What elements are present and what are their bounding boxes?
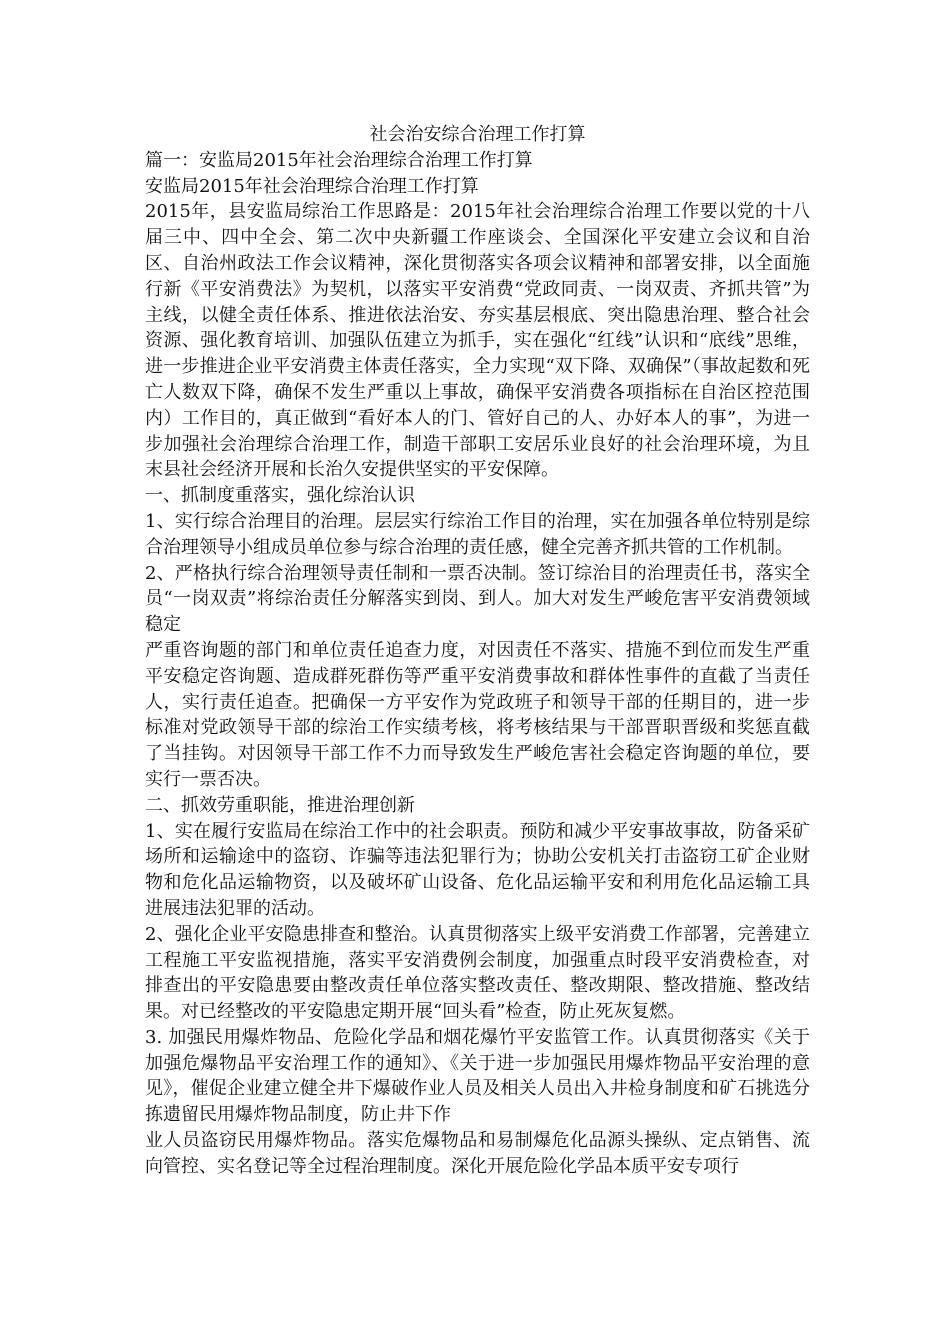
section-1-paragraph-1: 1、实行综合治理目的治理。层层实行综治工作目的治理，实在加强各单位特别是综合治理领导小组成员单位参与综合治理的责任感，健全完善齐抓共管的工作机制。 — [145, 510, 810, 558]
section-1-paragraph-2a: 2、严格执行综合治理领导责任制和一票否决制。签订综治目的治理责任书，落实全员“一岗双责”将综治责任分解落实到岗、到人。加大对发生严峻危害平安消费领域稳定 — [145, 562, 810, 636]
document-page — [145, 122, 810, 1180]
section-2-paragraph-3a: 3. 加强民用爆炸物品、危险化学品和烟花爆竹平安监管工作。认真贯彻落实《关于加强危爆物品平安治理工作的通知》、《关于进一步加强民用爆炸物品平安治理的意见》，催促企业建立健全井下爆破作业人员及相关人员出入井检身制度和矿石挑选分拣遗留民用爆炸物品制度，防止井下作 — [145, 1026, 810, 1126]
section-1-title: 一、抓制度重落实，强化综治认识 — [145, 485, 415, 507]
section-2-paragraph-1: 1、实在履行安监局在综治工作中的社会职责。预防和减少平安事故事故，防备采矿场所和运输途中的盗窃、诈骗等违法犯罪行为；协助公安机关打击盗窃工矿企业财物和危化品运输物资，以及破坏矿山设备、危化品运输平安和利用危化品运输工具进展违法犯罪的活动。 — [145, 820, 810, 919]
heading-part-one: 篇一：安监局2015年社会治理综合治理工作打算 — [145, 149, 533, 171]
document-title: 社会治安综合治理工作打算 — [369, 124, 586, 145]
section-2-paragraph-3b: 业人员盗窃民用爆炸物品。落实危爆物品和易制爆危化品源头操纵、定点销售、流向管控、实名登记等全过程治理制度。深化开展危险化学品本质平安专项行 — [145, 1130, 810, 1177]
section-2-paragraph-2: 2、强化企业平安隐患排查和整治。认真贯彻落实上级平安消费工作部署，完善建立工程施工平安监视措施，落实平安消费例会制度，加强重点时段平安消费检查，对排查出的平安隐患要由整改责任单位落实整改责任、整改期限、整改措施、整改结果。对已经整改的平安隐患定期开展“回头看”检查，防止死灰复燃。 — [145, 923, 810, 1023]
section-1-paragraph-2b: 严重咨询题的部门和单位责任追查力度，对因责任不落实、措施不到位而发生严重平安稳定咨询题、造成群死群伤等严重平安消费事故和群体性事件的直截了当责任人，实行责任追查。把确保一方平安作为党政班子和领导干部的任期目的，进一步标准对党政领导干部的综治工作实绩考核，将考核结果与干部晋职晋级和奖惩直截了当挂钩。对因领导干部工作不力而导致发生严峻危害社会稳定咨询题的单位，要实行一票否决。 — [145, 639, 810, 790]
intro-paragraph: 2015年，县安监局综治工作思路是：2015年社会治理综合治理工作要以党的十八届三中、四中全会、第二次中央新疆工作座谈会、全国深化平安建立会议和自治区、自治州政法工作会议精神，深化贯彻落实各项会议精神和部署安排，以全面施行新《平安消费法》为契机，以落实平安消费“党政同责、一岗双责、齐抓共管”为主线，以健全责任体系、推进依法治安、夯实基层根底、突出隐患治理、整合社会资源、强化教育培训、加强队伍建立为抓手，实在强化“红线”认识和“底线”思维，进一步推进企业平安消费主体责任落实，全力实现“双下降、双确保”（事故起数和死亡人数双下降，确保不发生严重以上事故，确保平安消费各项指标在自治区控范围内）工作目的，真正做到“看好本人的门、管好自己的人、办好本人的事”，为进一步加强社会治理综合治理工作，制造干部职工安居乐业良好的社会治理环境，为且末县社会经济开展和长治久安提供坚实的平安保障。 — [145, 201, 810, 481]
section-2-title: 二、抓效劳重职能，推进治理创新 — [145, 794, 415, 816]
heading-subtitle: 安监局2015年社会治理综合治理工作打算 — [145, 175, 479, 197]
